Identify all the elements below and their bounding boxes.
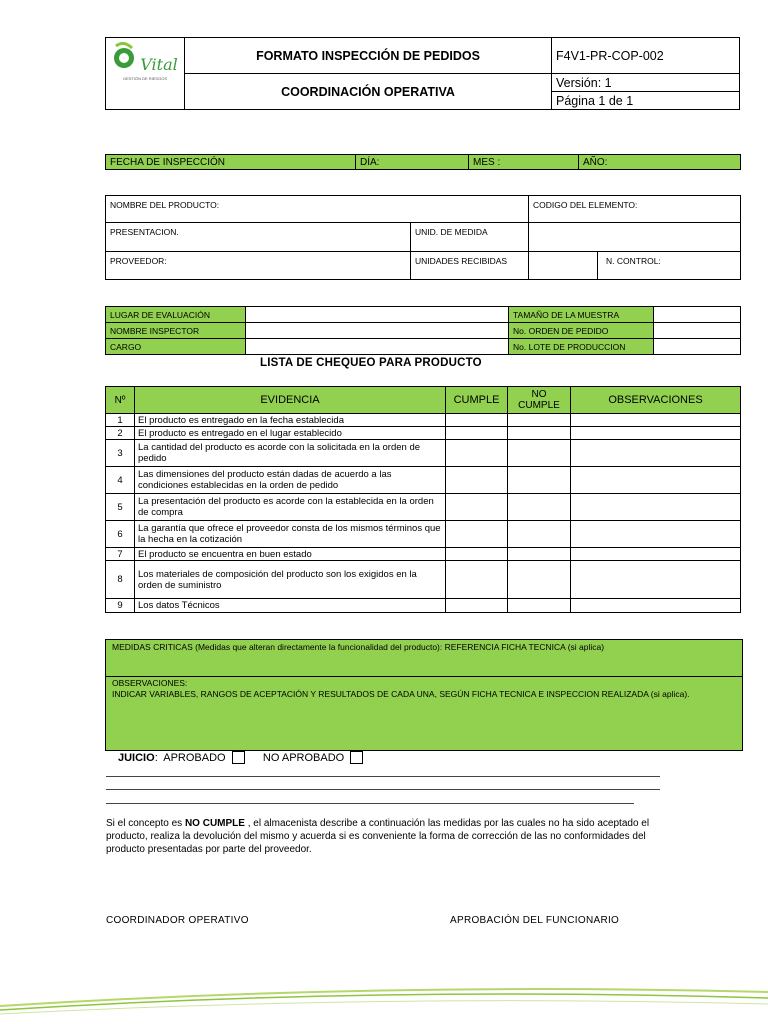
cumple-cell[interactable] xyxy=(446,414,508,427)
form-subtitle: COORDINACIÓN OPERATIVA xyxy=(185,74,552,110)
cargo-label: CARGO xyxy=(106,339,246,355)
form-title: FORMATO INSPECCIÓN DE PEDIDOS xyxy=(185,38,552,74)
cumple-cell[interactable] xyxy=(446,599,508,613)
logo-subtext: GESTIÓN DE RIESGOS xyxy=(122,76,167,81)
lugar-evaluacion-field[interactable] xyxy=(246,307,509,323)
observaciones-box[interactable] xyxy=(106,677,742,701)
cargo-field[interactable] xyxy=(246,339,509,355)
checklist-row-evidencia: El producto es entregado en el lugar establecido xyxy=(135,427,446,440)
observaciones-cell[interactable] xyxy=(571,548,741,561)
checklist-row-evidencia: Los materiales de composición del producto son los exigidos en la orden de suministro xyxy=(135,561,446,599)
form-page: Página 1 de 1 xyxy=(552,92,740,110)
orden-pedido-field[interactable] xyxy=(654,323,741,339)
juicio-label: JUICIO xyxy=(118,752,155,764)
form-version: Versión: 1 xyxy=(552,74,740,92)
checklist-row xyxy=(106,414,741,427)
dia-field[interactable]: DÍA: xyxy=(356,155,469,170)
observaciones-cell[interactable] xyxy=(571,440,741,467)
checklist-row-evidencia: La cantidad del producto es acorde con la solicitada en la orden de pedido xyxy=(135,440,446,467)
cumple-cell[interactable] xyxy=(446,467,508,494)
nombre-producto-field[interactable]: NOMBRE DEL PRODUCTO: xyxy=(106,196,529,223)
checklist-row xyxy=(106,494,741,521)
checklist-row-evidencia: El producto es entregado en la fecha establecida xyxy=(135,414,446,427)
checklist-row-evidencia: La presentación del producto es acorde con la establecida en la orden de compra xyxy=(135,494,446,521)
checklist-row-number: 5 xyxy=(106,494,135,521)
concepto-rest: , el almacenista describe a continuación las medidas por las cuales no ha sido aceptado el producto, realiza la devolución del mismo y acuerda si es conveniente la forma de corrección de las no conformidades del producto presentadas por parte del proveedor. xyxy=(106,818,650,855)
cumple-cell[interactable] xyxy=(446,548,508,561)
producto-table xyxy=(105,195,741,280)
checklist-row-number: 3 xyxy=(106,440,135,467)
observaciones-cell[interactable] xyxy=(571,467,741,494)
checklist-row-number: 4 xyxy=(106,467,135,494)
no-cumple-cell[interactable] xyxy=(508,467,571,494)
medidas-criticas-box xyxy=(105,639,743,751)
checklist-row xyxy=(106,440,741,467)
cumple-cell[interactable] xyxy=(446,440,508,467)
checklist-row xyxy=(106,548,741,561)
checklist-row-evidencia: La garantía que ofrece el proveedor consta de los mismos términos que la hecha en la cotización xyxy=(135,521,446,548)
coordinador-signature-label: COORDINADOR OPERATIVO xyxy=(106,915,249,926)
observaciones-cell[interactable] xyxy=(571,599,741,613)
no-cumple-cell[interactable] xyxy=(508,440,571,467)
checklist-row xyxy=(106,599,741,613)
checklist-row xyxy=(106,467,741,494)
document-header xyxy=(105,37,740,110)
no-cumple-cell[interactable] xyxy=(508,494,571,521)
mes-field[interactable]: MES : xyxy=(469,155,579,170)
concepto-paragraph xyxy=(106,817,666,856)
checklist-row-evidencia: Los datos Técnicos xyxy=(135,599,446,613)
checklist-row-evidencia: El producto se encuentra en buen estado xyxy=(135,548,446,561)
orden-pedido-label: No. ORDEN DE PEDIDO xyxy=(509,323,654,339)
footer-swoosh-decoration xyxy=(0,968,768,1024)
lote-produccion-field[interactable] xyxy=(654,339,741,355)
nombre-inspector-label: NOMBRE INSPECTOR xyxy=(106,323,246,339)
observaciones-cell[interactable] xyxy=(571,561,741,599)
no-aprobado-checkbox[interactable] xyxy=(350,751,363,764)
aprobado-label: APROBADO xyxy=(163,752,226,764)
concepto-bold: NO CUMPLE xyxy=(184,818,245,829)
nombre-inspector-field[interactable] xyxy=(246,323,509,339)
checklist-row-number: 2 xyxy=(106,427,135,440)
cumple-cell[interactable] xyxy=(446,427,508,440)
checklist-header-row xyxy=(106,387,741,414)
header-observaciones: OBSERVACIONES xyxy=(571,387,741,414)
no-cumple-cell[interactable] xyxy=(508,427,571,440)
no-cumple-cell[interactable] xyxy=(508,414,571,427)
observaciones-cell[interactable] xyxy=(571,521,741,548)
anio-field[interactable]: AÑO: xyxy=(579,155,741,170)
no-cumple-cell[interactable] xyxy=(508,521,571,548)
header-evidencia: EVIDENCIA xyxy=(135,387,446,414)
checklist-row-number: 1 xyxy=(106,414,135,427)
observaciones-cell[interactable] xyxy=(571,427,741,440)
aprobacion-signature-label: APROBACIÓN DEL FUNCIONARIO xyxy=(450,915,620,926)
no-cumple-cell[interactable] xyxy=(508,599,571,613)
unidad-medida-value[interactable] xyxy=(529,223,741,252)
cumple-cell[interactable] xyxy=(446,521,508,548)
observaciones-text: INDICAR VARIABLES, RANGOS DE ACEPTACIÓN Y RESULTADOS DE CADA UNA, SEGÚN FICHA TECNICA E INSPECCION REALIZADA (si aplica). xyxy=(112,689,690,699)
checklist-row xyxy=(106,521,741,548)
checklist-row-number: 7 xyxy=(106,548,135,561)
write-line[interactable] xyxy=(106,789,660,790)
unidad-medida-field[interactable]: UNID. DE MEDIDA xyxy=(411,223,529,252)
cumple-cell[interactable] xyxy=(446,494,508,521)
checklist-row-number: 8 xyxy=(106,561,135,599)
unidades-recibidas-field[interactable]: UNIDADES RECIBIDAS xyxy=(411,252,529,280)
juicio-row: JUICIO: APROBADO NO APROBADO xyxy=(118,751,369,764)
checklist-row xyxy=(106,561,741,599)
proveedor-field[interactable]: PROVEEDOR: xyxy=(106,252,411,280)
fecha-row xyxy=(105,154,741,170)
header-cumple: CUMPLE xyxy=(446,387,508,414)
form-code: F4V1-PR-COP-002 xyxy=(552,38,740,74)
checklist-table xyxy=(105,386,741,613)
lote-produccion-label: No. LOTE DE PRODUCCION xyxy=(509,339,654,355)
observaciones-cell[interactable] xyxy=(571,494,741,521)
control-field[interactable]: N. CONTROL: xyxy=(598,252,741,280)
lista-chequeo-title: LISTA DE CHEQUEO PARA PRODUCTO xyxy=(260,357,482,369)
checklist-row xyxy=(106,427,741,440)
logo-text: Vital xyxy=(140,55,178,74)
lugar-table xyxy=(105,306,741,355)
lugar-evaluacion-label: LUGAR DE EVALUACIÓN xyxy=(106,307,246,323)
concepto-prefix: Si el concepto es xyxy=(106,818,185,829)
no-cumple-cell[interactable] xyxy=(508,548,571,561)
cumple-cell[interactable] xyxy=(446,561,508,599)
write-line[interactable] xyxy=(106,776,660,777)
aprobado-checkbox[interactable] xyxy=(232,751,245,764)
presentacion-field[interactable]: PRESENTACION. xyxy=(106,223,411,252)
checklist-row-number: 6 xyxy=(106,521,135,548)
header-no-cumple: NO CUMPLE xyxy=(508,387,571,414)
observaciones-label: OBSERVACIONES: xyxy=(112,678,188,688)
checklist-row-number: 9 xyxy=(106,599,135,613)
observaciones-cell[interactable] xyxy=(571,414,741,427)
unidades-recibidas-value[interactable] xyxy=(529,252,598,280)
medidas-criticas-text: MEDIDAS CRITICAS (Medidas que alteran directamente la funcionalidad del producto): REFERENCIA FICHA TECNICA (si aplica) xyxy=(106,640,742,677)
logo xyxy=(106,38,185,110)
checklist-row-evidencia: Las dimensiones del producto están dadas de acuerdo a las condiciones establecidas en la orden de pedido xyxy=(135,467,446,494)
write-line[interactable] xyxy=(106,803,634,804)
header-num: Nº xyxy=(106,387,135,414)
no-cumple-cell[interactable] xyxy=(508,561,571,599)
tamano-muestra-field[interactable] xyxy=(654,307,741,323)
no-aprobado-label: NO APROBADO xyxy=(262,752,345,764)
codigo-elemento-field[interactable]: CODIGO DEL ELEMENTO: xyxy=(529,196,741,223)
fecha-label: FECHA DE INSPECCIÓN xyxy=(106,155,356,170)
tamano-muestra-label: TAMAÑO DE LA MUESTRA xyxy=(509,307,654,323)
